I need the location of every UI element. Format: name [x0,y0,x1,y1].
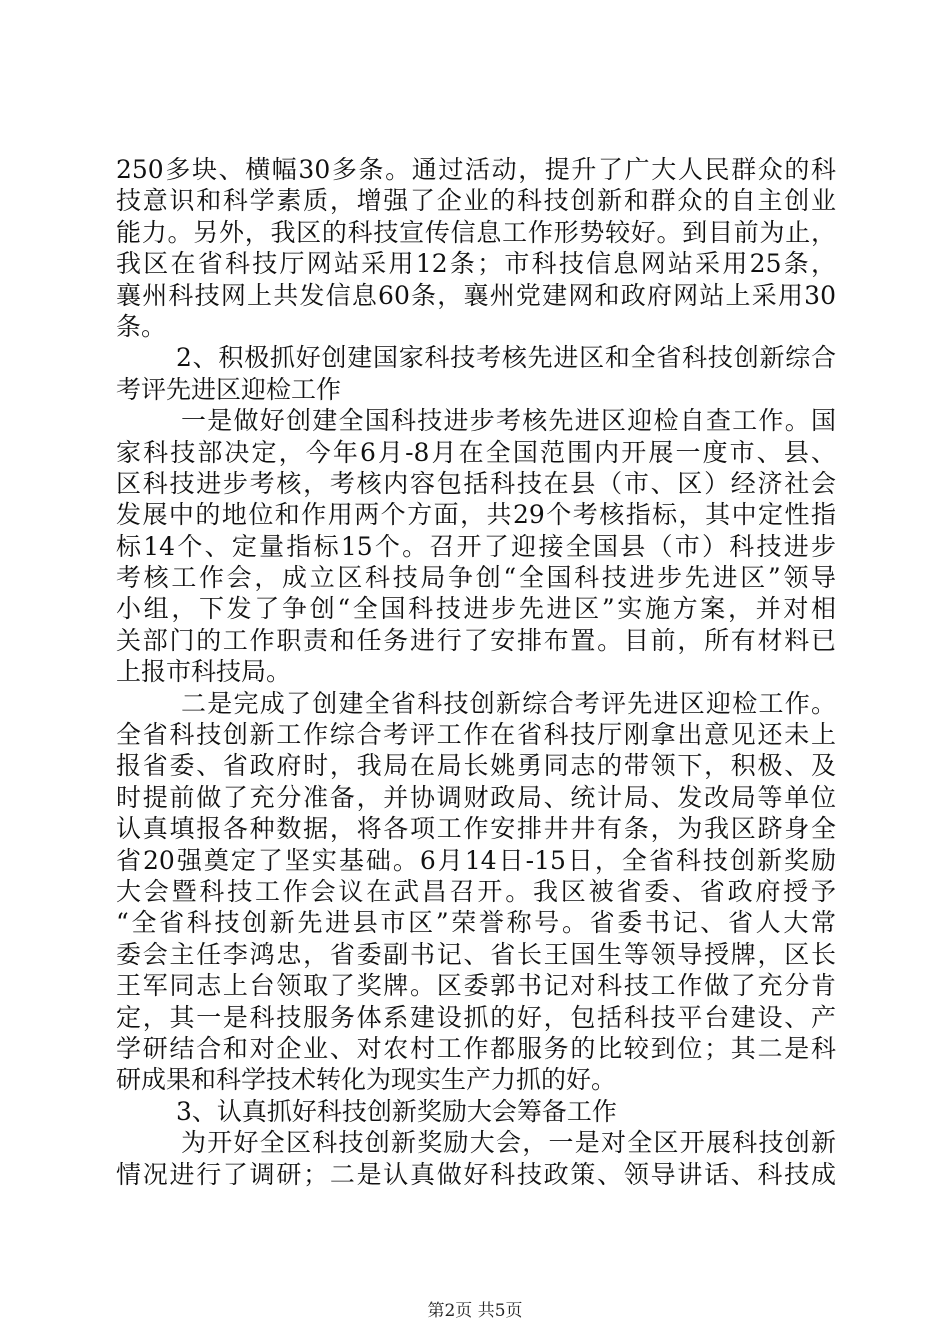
text-line: 标14个、定量指标15个。召开了迎接全国县（市）科技进步 [116,531,836,561]
text-line: 襄州科技网上共发信息60条，襄州党建网和政府网站上采用30 [116,280,836,310]
text-line: 家科技部决定，今年6月-8月在全国范围内开展一度市、县、 [116,437,836,467]
text-line: “全省科技创新先进县市区”荣誉称号。省委书记、省人大常 [116,908,836,938]
text-line: 报省委、省政府时，我局在局长姚勇同志的带领下，积极、及 [116,751,836,781]
paragraph-start: 为开好全区科技创新奖励大会，一是对全区开展科技创新 [181,1128,836,1158]
section-heading: 2、积极抓好创建国家科技考核先进区和全省科技创新综合 [176,343,836,373]
text-line: 关部门的工作职责和任务进行了安排布置。目前，所有材料已 [116,625,836,655]
text-line: 250多块、横幅30多条。通过活动，提升了广大人民群众的科 [116,155,836,184]
text-line: 定，其一是科技服务体系建设抓的好，包括科技平台建设、产 [116,1002,836,1032]
page-number-footer: 第2页 共5页 [427,1301,523,1321]
text-line: 发展中的地位和作用两个方面，共29个考核指标，其中定性指 [116,500,836,530]
document-body [116,154,836,1190]
text-line: 能力。另外，我区的科技宣传信息工作形势较好。到目前为止， [116,217,836,247]
text-line: 情况进行了调研；二是认真做好科技政策、领导讲话、科技成 [116,1159,836,1189]
text-line: 学研结合和对企业、对农村工作都服务的比较到位；其二是科 [116,1033,836,1063]
text-line: 省20强奠定了坚实基础。6月14日-15日，全省科技创新奖励 [116,845,836,875]
text-line: 小组，下发了争创“全国科技进步先进区”实施方案，并对相 [116,594,836,624]
text-line: 全省科技创新工作综合考评工作在省科技厅刚拿出意见还未上 [116,720,836,750]
text-line: 王军同志上台领取了奖牌。区委郭书记对科技工作做了充分肯 [116,971,836,1001]
paragraph-start: 二是完成了创建全省科技创新综合考评先进区迎检工作。 [181,688,836,718]
section-heading: 3、认真抓好科技创新奖励大会筹备工作 [176,1096,617,1126]
text-line: 认真填报各种数据，将各项工作安排井井有条，为我区跻身全 [116,814,836,844]
text-line: 委会主任李鸿忠，省委副书记、省长王国生等领导授牌，区长 [116,939,836,969]
text-line: 区科技进步考核，考核内容包括科技在县（市、区）经济社会 [116,468,836,498]
text-line: 条。 [116,311,167,341]
section-heading-cont: 考评先进区迎检工作 [116,374,342,404]
paragraph-start: 一是做好创建全国科技进步考核先进区迎检自查工作。国 [181,406,836,436]
text-line: 我区在省科技厅网站采用12条；市科技信息网站采用25条， [116,249,836,279]
text-line: 大会暨科技工作会议在武昌召开。我区被省委、省政府授予 [116,876,836,906]
text-line: 时提前做了充分准备，并协调财政局、统计局、发改局等单位 [116,782,836,812]
text-line: 研成果和科学技术转化为现实生产力抓的好。 [116,1065,617,1095]
text-line: 上报市科技局。 [116,657,292,687]
text-line: 技意识和科学素质，增强了企业的科技创新和群众的自主创业 [116,186,836,216]
text-line: 考核工作会，成立区科技局争创“全国科技进步先进区”领导 [116,563,836,593]
